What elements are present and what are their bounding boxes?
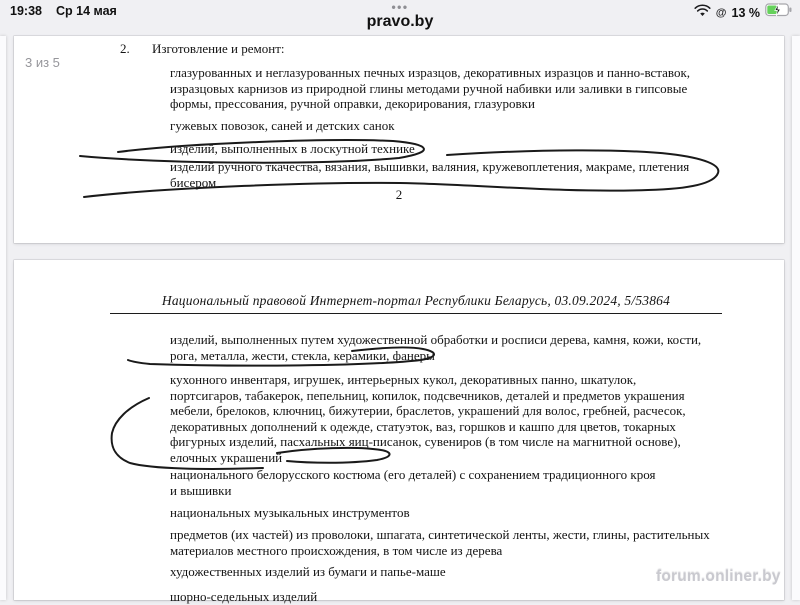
text-line: формы, прессования, ручной оправки, декорирования, глазуровки	[170, 96, 535, 111]
text-line: портсигаров, табакерок, пепельниц, копилок, подсвечников, деталей и предметов украшения	[170, 387, 685, 403]
paragraph: национальных музыкальных инструментов	[170, 505, 410, 520]
paragraph: изделий, выполненных в лоскутной технике	[170, 141, 415, 156]
paragraph	[170, 372, 722, 465]
text-line: национального белорусского костюма (его деталей) с сохранением традиционного кроя	[170, 467, 656, 482]
document-page-3	[14, 260, 784, 604]
text-line: глазурованных и неглазурованных печных изразцов, декоративных изразцов и панно-вставок,	[170, 65, 691, 80]
sheet-more-handle[interactable]: •••	[391, 0, 409, 14]
text-line: предметов (их частей) из проволоки, шпагата, синтетической ленты, жести, глины, растительных	[170, 527, 710, 542]
watermark: forum.onliner.by	[656, 568, 781, 585]
text-line: елочных украшений	[170, 449, 283, 465]
paragraph	[170, 467, 722, 498]
page-indicator: 3 из 5	[25, 55, 60, 70]
status-date: Ср 14 мая	[56, 4, 117, 18]
text-line: и вышивки	[170, 482, 232, 498]
battery-percent: 13 %	[731, 5, 760, 20]
text-line: изразцовых карнизов из природной глины методами ручной набивки или заливки в гипсовые	[170, 80, 688, 96]
page-title: pravo.by	[366, 13, 434, 30]
paragraph	[170, 332, 722, 363]
paragraph	[170, 159, 722, 190]
text-line: рога, металла, жести, стекла, керамики, фанеры	[170, 347, 435, 363]
list-item-number: 2.	[120, 41, 130, 56]
clock: 19:38	[10, 4, 42, 18]
section-heading: Изготовление и ремонт:	[152, 41, 285, 56]
previous-page-edge	[0, 36, 6, 600]
text-line: мебели, брелоков, ключниц, бижутерии, браслетов, украшений для волос, гребней, расчесок,	[170, 403, 686, 418]
paragraph: гужевых повозок, саней и детских санок	[170, 118, 395, 133]
text-line: кухонного инвентаря, игрушек, интерьерных кукол, декоративных панно, шкатулок,	[170, 372, 637, 387]
text-line: изделий, выполненных путем художественной обработки и росписи дерева, камня, кожи, кости,	[170, 332, 702, 347]
text-line: декоративных дополнений к одежде, статуэток, ваз, горшков и кашпо для цветов, токарных	[170, 418, 676, 434]
text-line: материалов местного происхождения, в том числе из дерева	[170, 542, 503, 558]
document-page-2	[14, 36, 784, 243]
next-page-edge	[792, 36, 800, 600]
portal-header: Национальный правовой Интернет-портал Республики Беларусь, 03.09.2024, 5/53864	[110, 293, 722, 314]
rotation-lock-icon: @	[715, 6, 727, 19]
paragraph: художественных изделий из бумаги и папье-маше	[170, 564, 446, 579]
text-line: изделий ручного ткачества, вязания, вышивки, валяния, кружевоплетения, макраме, плетения	[170, 159, 690, 174]
paragraph: шорно-седельных изделий	[170, 589, 318, 604]
text-line: бисером	[170, 174, 217, 190]
paragraph	[170, 527, 722, 558]
paragraph	[170, 65, 722, 112]
page-number: 2	[395, 187, 403, 202]
text-line: фигурных изделий, пасхальных яиц-писанок, сувениров (в том числе на магнитной основе),	[170, 434, 681, 449]
